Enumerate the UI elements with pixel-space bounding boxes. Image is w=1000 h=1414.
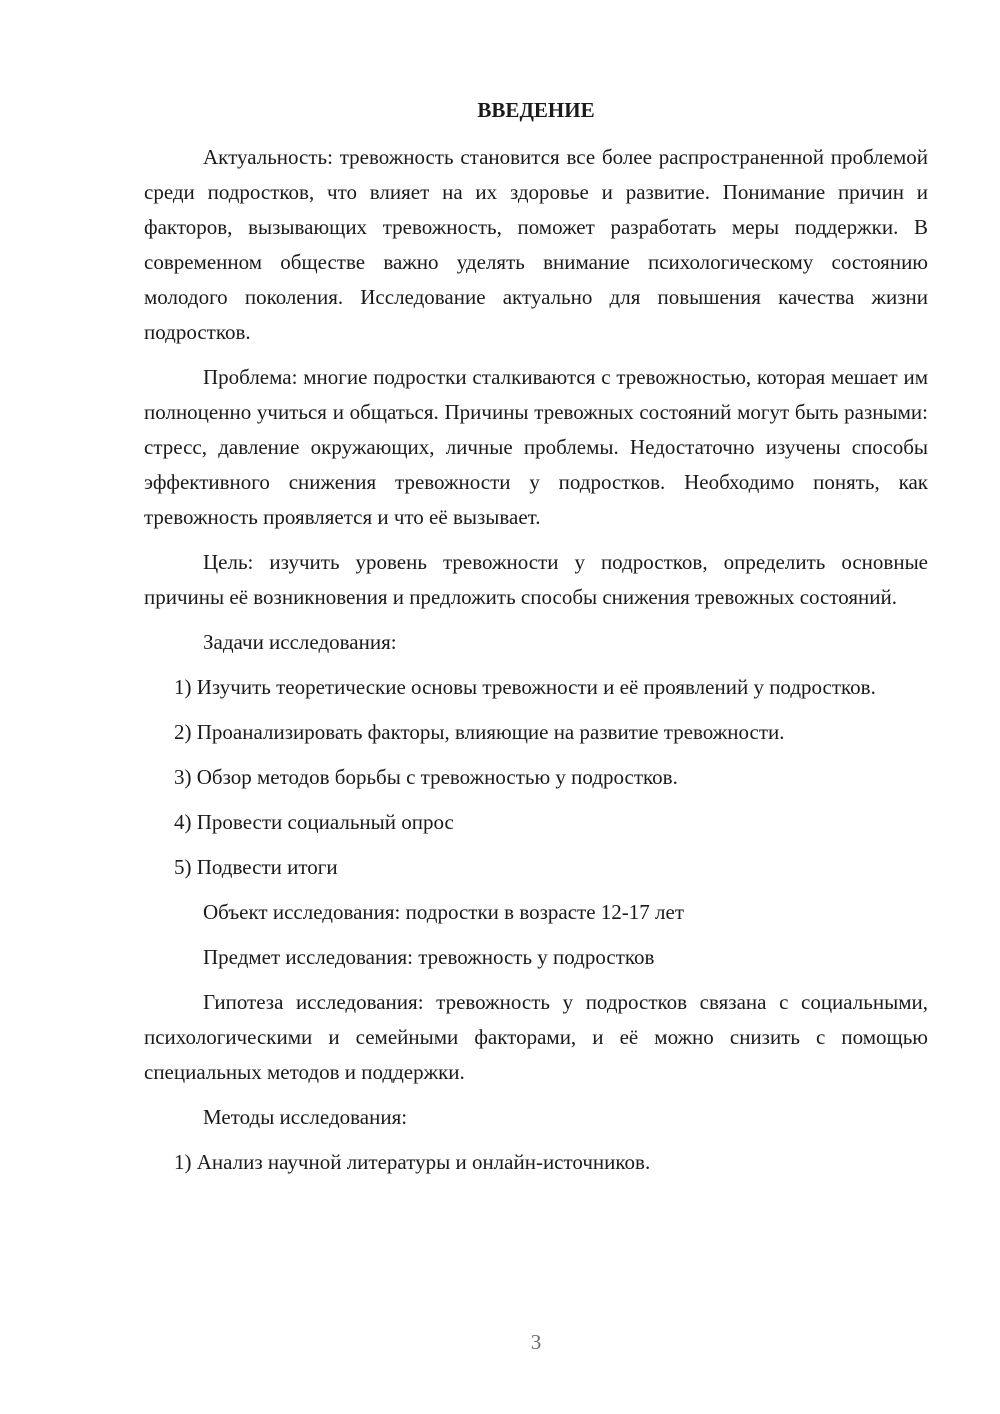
task-item-5: 5) Подвести итоги: [174, 855, 338, 879]
subject-paragraph: Предмет исследования: тревожность у подростков: [203, 945, 655, 969]
problem-paragraph: Проблема: многие подростки сталкиваются с тревожностью, которая мешает им полноценно учиться и общаться. Причины тревожных состояний могут быть разными: стресс, давление окружающих, личные проблемы. Недостаточно изучены способы эффективного снижения тревожности у подростков. Необходимо понять, как тревожность проявляется и что её вызывает.: [144, 365, 928, 529]
task-item-2: 2) Проанализировать факторы, влияющие на развитие тревожности.: [174, 720, 785, 744]
document-body: [144, 96, 928, 1190]
hypothesis-paragraph: Гипотеза исследования: тревожность у подростков связана с социальными, психологическими и семейными факторами, и её можно снизить с помощью специальных методов и поддержки.: [144, 990, 928, 1084]
section-title: ВВЕДЕНИЕ: [477, 98, 595, 122]
object-paragraph: Объект исследования: подростки в возрасте 12-17 лет: [203, 900, 685, 924]
page-number: 3: [530, 1330, 542, 1354]
method-item-1: 1) Анализ научной литературы и онлайн-источников.: [174, 1150, 651, 1174]
tasks-heading: Задачи исследования:: [203, 630, 397, 654]
methods-heading: Методы исследования:: [203, 1105, 408, 1129]
goal-paragraph: Цель: изучить уровень тревожности у подростков, определить основные причины её возникновения и предложить способы снижения тревожных состояний.: [144, 550, 928, 609]
task-item-4: 4) Провести социальный опрос: [174, 810, 454, 834]
relevance-paragraph: Актуальность: тревожность становится все более распространенной проблемой среди подростков, что влияет на их здоровье и развитие. Понимание причин и факторов, вызывающих тревожность, поможет разработать меры поддержки. В современном обществе важно уделять внимание психологическому состоянию молодого поколения. Исследование актуально для повышения качества жизни подростков.: [144, 145, 928, 344]
task-item-1: 1) Изучить теоретические основы тревожности и её проявлений у подростков.: [174, 675, 876, 699]
task-item-3: 3) Обзор методов борьбы с тревожностью у подростков.: [174, 765, 678, 789]
